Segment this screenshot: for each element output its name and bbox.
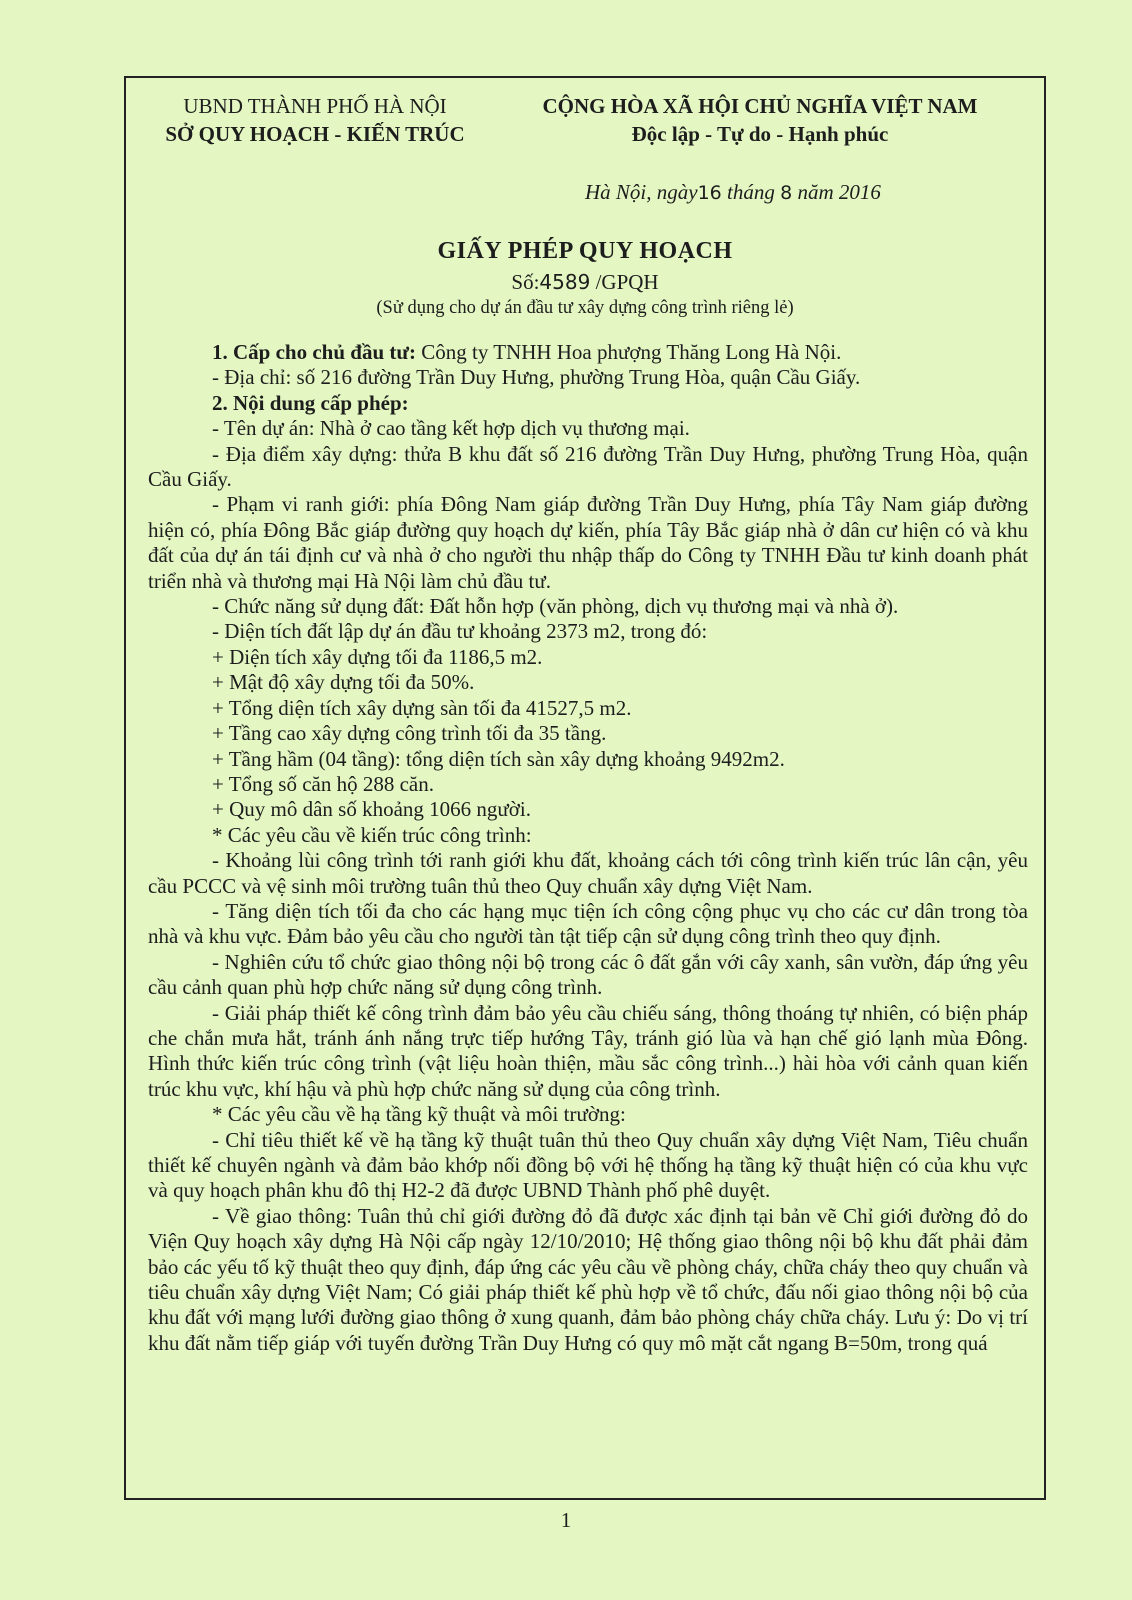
paragraph: - Chỉ tiêu thiết kế về hạ tầng kỹ thuật tuân thủ theo Quy chuẩn xây dựng Việt Nam, Tiêu chuẩn thiết kế chuyên ngành và đảm bảo khớp nối đồng bộ với hệ thống hạ tầng kỹ thuật hiện có của khu vực và quy hoạch phân khu đô thị H2-2 đã được UBND Thành phố phê duyệt. <box>148 1127 1028 1203</box>
document-subtitle: (Sử dụng cho dự án đầu tư xây dựng công trình riêng lẻ) <box>376 298 794 318</box>
paragraph: - Tăng diện tích tối đa cho các hạng mục tiện ích công cộng phục vụ cho các cư dân trong tòa nhà và khu vực. Đảm bảo yêu cầu cho người tàn tật tiếp cận sử dụng công trình theo quy định. <box>148 898 1028 949</box>
section-1-heading: 1. Cấp cho chủ đầu tư: <box>212 340 416 364</box>
section-1-line <box>148 340 1028 365</box>
investor-address: - Địa chỉ: số 216 đường Trần Duy Hưng, phường Trung Hòa, quận Cầu Giấy. <box>212 365 861 390</box>
date-month: 8 <box>780 182 793 204</box>
paragraph: + Diện tích xây dựng tối đa 1186,5 m2. <box>212 644 543 669</box>
date-month-label: tháng <box>727 180 775 204</box>
authority-line-1: UBND THÀNH PHỐ HÀ NỘI <box>183 94 447 118</box>
number-label: Số: <box>511 270 540 294</box>
document-title: GIẤY PHÉP QUY HOẠCH <box>437 238 733 264</box>
paragraph: - Giải pháp thiết kế công trình đảm bảo yêu cầu chiếu sáng, thông thoáng tự nhiên, có biện pháp che chắn mưa hắt, tránh ánh nắng trực tiếp hướng Tây, tránh gió lùa và hạn chế gió lạnh mùa Đông. Hình thức kiến trúc công trình (vật liệu hoàn thiện, mầu sắc công trình...) hài hòa với cảnh quan kiến trúc khu vực, khí hậu và phù hợp chức năng sử dụng của công trình. <box>148 1000 1028 1101</box>
paragraph: + Tầng hầm (04 tầng): tổng diện tích sàn xây dựng khoảng 9492m2. <box>212 746 785 771</box>
paragraph: - Địa điểm xây dựng: thửa B khu đất số 216 đường Trần Duy Hưng, phường Trung Hòa, quận Cầu Giấy. <box>148 441 1028 492</box>
paragraph: - Diện tích đất lập dự án đầu tư khoảng 2373 m2, trong đó: <box>212 619 708 644</box>
nation-line-2: Độc lập - Tự do - Hạnh phúc <box>631 122 889 146</box>
investor-name: Công ty TNHH Hoa phượng Thăng Long Hà Nội. <box>421 340 842 364</box>
section-2-heading: 2. Nội dung cấp phép: <box>212 390 409 415</box>
paragraph: * Các yêu cầu về kiến trúc công trình: <box>212 822 532 847</box>
national-motto <box>515 92 1005 148</box>
paragraph: + Tổng số căn hộ 288 căn. <box>212 771 434 796</box>
authority-line-2: SỞ QUY HOẠCH - KIẾN TRÚC <box>165 122 465 146</box>
paragraph: - Phạm vi ranh giới: phía Đông Nam giáp đường Trần Duy Hưng, phía Tây Nam giáp đường hiện có, phía Đông Bắc giáp đường quy hoạch dự kiến, phía Tây Bắc giáp nhà ở dân cư hiện có và khu đất của dự án tái định cư và nhà ở cho người thu nhập thấp do Công ty TNHH Đầu tư kinh doanh phát triển nhà và thương mại Hà Nội làm chủ đầu tư. <box>148 492 1028 593</box>
paragraph: - Chức năng sử dụng đất: Đất hỗn hợp (văn phòng, dịch vụ thương mại và nhà ở). <box>212 594 899 619</box>
date-year: năm 2016 <box>797 180 881 204</box>
paragraph: - Tên dự án: Nhà ở cao tầng kết hợp dịch vụ thương mại. <box>212 416 690 441</box>
paragraph: - Khoảng lùi công trình tới ranh giới khu đất, khoảng cách tới công trình kiến trúc lân cận, yêu cầu PCCC và vệ sinh môi trường tuân thủ theo Quy chuẩn xây dựng Việt Nam. <box>148 848 1028 898</box>
paragraph: - Nghiên cứu tổ chức giao thông nội bộ trong các ô đất gắn với cây xanh, sân vườn, đáp ứng yêu cầu cảnh quan phù hợp chức năng sử dụng công trình. <box>148 949 1028 1000</box>
paragraph: + Mật độ xây dựng tối đa 50%. <box>212 670 475 695</box>
page-number: 1 <box>560 1508 572 1532</box>
number-value: 4589 <box>539 270 591 294</box>
issue-date <box>585 180 881 205</box>
frame-bottom-line <box>124 1498 1046 1500</box>
nation-line-1: CỘNG HÒA XÃ HỘI CHỦ NGHĨA VIỆT NAM <box>542 94 978 118</box>
document-body <box>148 340 1028 1356</box>
issuing-authority <box>145 92 485 148</box>
number-suffix: /GPQH <box>595 270 659 294</box>
paragraph: + Tầng cao xây dựng công trình tối đa 35 tầng. <box>212 721 607 746</box>
date-prefix: Hà Nội, ngày <box>585 180 698 204</box>
paragraph: * Các yêu cầu về hạ tầng kỹ thuật và môi trường: <box>212 1102 626 1127</box>
date-day: 16 <box>697 182 722 204</box>
paragraph: - Về giao thông: Tuân thủ chỉ giới đường đỏ đã được xác định tại bản vẽ Chỉ giới đường đỏ do Viện Quy hoạch xây dựng Hà Nội cấp ngày 12/10/2010; Hệ thống giao thông nội bộ khu đất phải đảm bảo các yếu tố kỹ thuật theo quy định, đáp ứng các yêu cầu về phòng cháy, chữa cháy theo quy chuẩn và tiêu chuẩn xây dựng Việt Nam; Có giải pháp thiết kế phù hợp về tổ chức, đấu nối giao thông nội bộ của khu đất với mạng lưới đường giao thông ở xung quanh, đảm bảo phòng cháy chữa cháy. Lưu ý: Do vị trí khu đất nằm tiếp giáp với tuyến đường Trần Duy Hưng có quy mô mặt cắt ngang B=50m, trong quá <box>148 1203 1028 1355</box>
document-number <box>124 270 1046 295</box>
paragraph: + Tổng diện tích xây dựng sàn tối đa 41527,5 m2. <box>212 695 632 720</box>
paragraph: + Quy mô dân số khoảng 1066 người. <box>212 797 531 822</box>
